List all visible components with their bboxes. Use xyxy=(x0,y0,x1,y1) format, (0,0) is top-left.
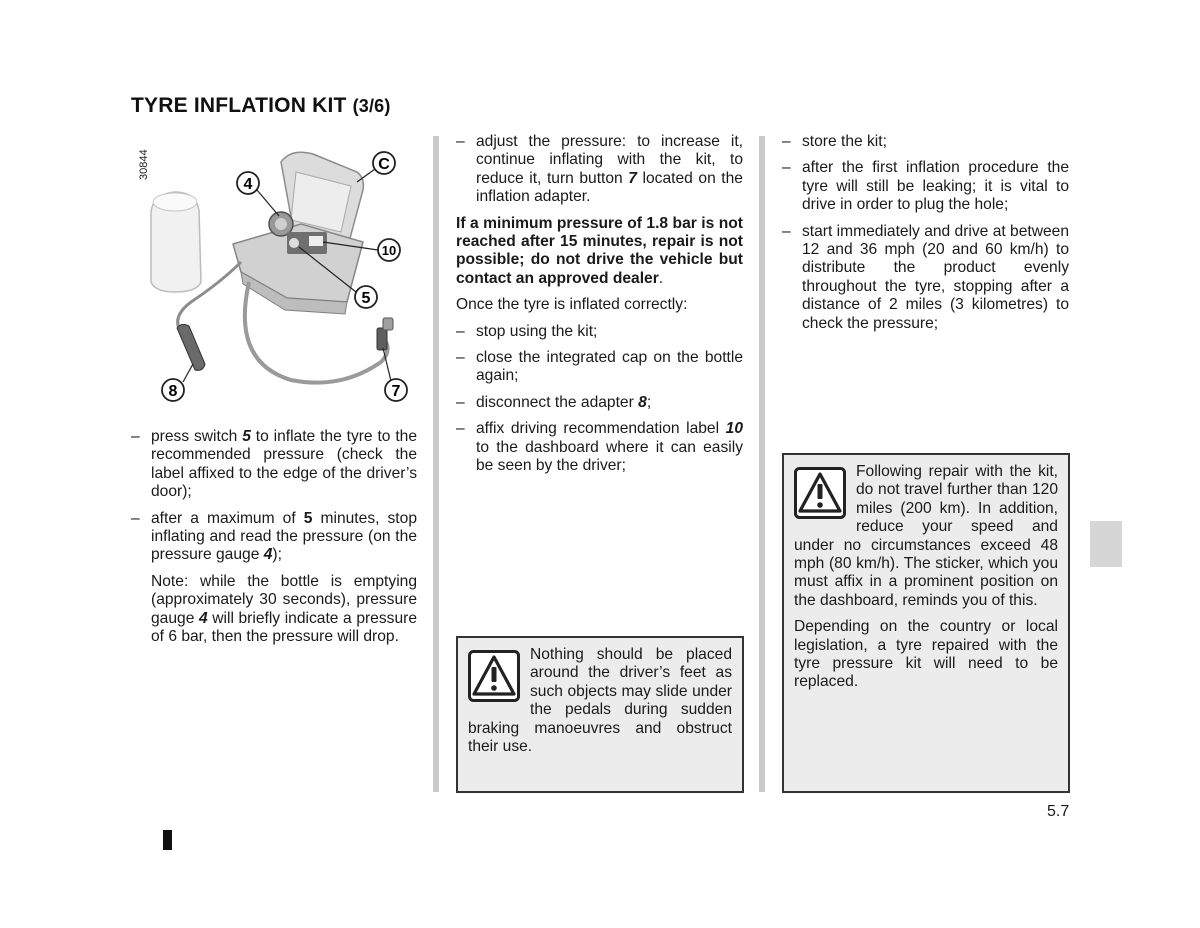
page-number: 5.7 xyxy=(1047,803,1070,820)
column-1 xyxy=(131,428,417,654)
text: located on the inflation adapter. xyxy=(476,169,743,206)
callout-C xyxy=(357,152,395,182)
instruction-adjust-pressure xyxy=(456,133,743,207)
page-title xyxy=(131,94,391,118)
ref-number: 8 xyxy=(638,393,647,411)
callout-C-label: C xyxy=(378,156,390,173)
callout-8-label: 8 xyxy=(168,383,178,400)
column-2 xyxy=(456,133,743,484)
dash: – xyxy=(456,133,465,150)
text: close the integrated cap on the bottle again; xyxy=(476,349,743,385)
ref-number: 5 xyxy=(242,428,251,445)
ref-number: 4 xyxy=(263,546,273,564)
instruction-tyre-leaking xyxy=(782,159,1069,214)
warning-legislation-text: Depending on the country or local legislation, a tyre repaired with the tyre pressure kit will need to be replaced. xyxy=(794,618,1058,691)
text: disconnect the adapter xyxy=(476,393,639,411)
dash: – xyxy=(456,349,465,367)
warning-box-pedals xyxy=(456,636,744,793)
title-sub: (3/6) xyxy=(352,96,391,116)
ref-number: 7 xyxy=(628,169,637,187)
warning-pedals-text: Nothing should be placed around the driver’s feet as such objects may slide under the pedals during sudden braking manoeuvres and obstruct their use. xyxy=(468,646,732,756)
callout-10-label: 10 xyxy=(381,243,397,258)
text: stop using the kit; xyxy=(476,322,598,340)
sealant-bottle xyxy=(151,192,201,292)
text: start immediately and drive at between 12 and 36 mph (20 and 60 km/h) to distribute the product evenly throughout the tyre, stopping after a distance of 2 miles (3 kilometres) to check the pressure; xyxy=(802,222,1069,332)
warning-repair-limits-text: Following repair with the kit, do not travel further than 120 miles (200 km). In addition, reduce your speed and under no circumstances exceed 48 mph (80 km/h). The sticker, which you must affix in a prominent position on the dashboard, reminds you of this. xyxy=(794,463,1058,609)
callout-5-label: 5 xyxy=(361,290,371,307)
instruction-affix-label xyxy=(456,420,743,475)
dash: – xyxy=(456,420,465,438)
text: store the kit; xyxy=(802,133,887,150)
callout-7-label: 7 xyxy=(391,383,401,400)
dash: – xyxy=(782,133,791,150)
instruction-close-cap xyxy=(456,349,743,386)
ref-number: 5 xyxy=(303,509,313,527)
power-plug xyxy=(177,324,205,370)
callout-4 xyxy=(237,172,279,216)
text: . xyxy=(658,269,664,287)
note-paragraph xyxy=(131,573,417,647)
warning-triangle-icon xyxy=(794,467,846,519)
inflation-kit-illustration xyxy=(131,132,427,418)
ref-number: 10 xyxy=(725,420,743,438)
instruction-store-kit xyxy=(782,133,1069,151)
dash: – xyxy=(456,393,465,411)
chapter-tab xyxy=(1090,521,1122,567)
instruction-press-switch xyxy=(131,428,417,502)
callout-8 xyxy=(162,364,193,401)
text: after a maximum of xyxy=(151,509,304,527)
warning-triangle-icon xyxy=(468,650,520,702)
dash: – xyxy=(131,509,140,527)
ref-number: 4 xyxy=(198,609,208,627)
inflation-adapter xyxy=(377,318,393,350)
text: after the first inflation procedure the tyre will still be leaking; it is vital to drive in order to plug the hole; xyxy=(802,159,1069,214)
dash: – xyxy=(131,428,140,445)
bold-text: If a minimum pressure of 1.8 bar is not reached after 15 minutes, repair is not possible; do not drive the vehicle but contact an approved dealer xyxy=(456,214,743,287)
instruction-disconnect-adapter xyxy=(456,394,743,412)
title-main: TYRE INFLATION KIT xyxy=(131,94,353,117)
column-divider-1 xyxy=(433,136,439,792)
text: minutes, stop inflating and read the pressure (on the pressure gauge xyxy=(151,509,417,564)
text: ); xyxy=(272,546,282,564)
text: adjust the pressure: to increase it, continue inflating with the kit, to reduce it, turn button xyxy=(476,133,743,187)
minimum-pressure-warning xyxy=(456,215,743,289)
print-marker xyxy=(163,830,172,850)
warning-box-repair-limits xyxy=(782,453,1070,793)
text: affix driving recommendation label xyxy=(476,420,726,438)
text: Note: while the bottle is emptying (approximately 30 seconds), pressure gauge xyxy=(151,572,417,627)
dash: – xyxy=(456,322,465,340)
column-3 xyxy=(782,133,1069,341)
inflation-kit-figure xyxy=(131,132,427,418)
text: to the dashboard where it can easily be seen by the driver; xyxy=(476,438,743,475)
instruction-drive-speed xyxy=(782,223,1069,333)
instruction-stop-inflating xyxy=(131,510,417,565)
text: ; xyxy=(646,393,652,411)
dash: – xyxy=(782,222,791,240)
text: will briefly indicate a pressure of 6 bar, then the pressure will drop. xyxy=(151,609,417,646)
column-divider-2 xyxy=(759,136,765,792)
text: to inflate the tyre to the recommended pressure (check the label affixed to the edge of the driver’s door); xyxy=(151,428,418,501)
figure-ref-code: 30844 xyxy=(138,149,150,180)
callout-4-label: 4 xyxy=(243,176,253,193)
once-inflated-intro: Once the tyre is inflated correctly: xyxy=(456,296,688,314)
text: press switch xyxy=(151,428,243,445)
dash: – xyxy=(782,159,791,177)
instruction-stop-kit xyxy=(456,323,743,341)
